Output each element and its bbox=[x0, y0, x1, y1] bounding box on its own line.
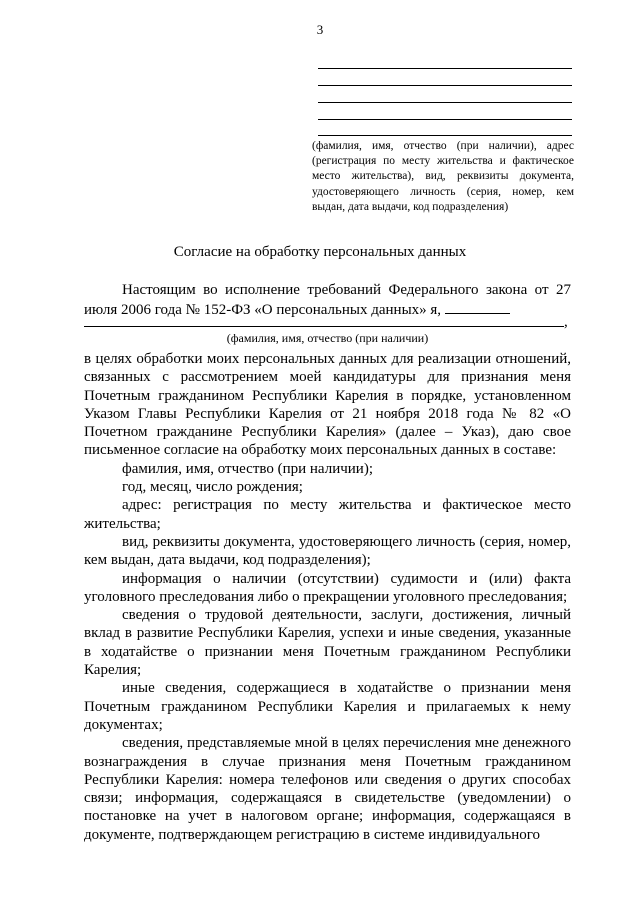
name-blank bbox=[445, 301, 510, 314]
address-blank-line bbox=[318, 119, 572, 120]
address-blank-line bbox=[318, 85, 572, 86]
consent-body bbox=[84, 350, 571, 844]
fio-blank-line bbox=[84, 326, 564, 327]
purpose-paragraph: в целях обработки моих персональных данных для реализации отношений, связанных с рассмотрением моей кандидатуры для признания меня Почетным гражданином Республики Карелия в порядке, установленном Указом Главы Республики Карелия от 21 ноября 2018 года № 82 «О Почетном гражданине Республики Карелия» (далее – Указ), даю свое письменное согласие на обработку моих персональных данных в составе: bbox=[84, 351, 571, 459]
list-item: адрес: регистрация по месту жительства и фактическое место жительства; bbox=[84, 497, 571, 532]
page-number: 3 bbox=[316, 22, 324, 37]
list-item: вид, реквизиты документа, удостоверяющего личность (серия, номер, кем выдан, дата выдачи, код подразделения); bbox=[84, 533, 571, 569]
intro-text: Настоящим во исполнение требований Федерального закона от 27 июля 2006 года № 152-ФЗ «О персональных данных» я, bbox=[84, 282, 571, 318]
address-blank-line bbox=[318, 102, 572, 103]
address-blank-line bbox=[318, 135, 572, 136]
list-item: год, месяц, число рождения; bbox=[122, 479, 303, 496]
fio-hint: (фамилия, имя, отчество (при наличии) bbox=[226, 331, 429, 345]
fio-comma: , bbox=[564, 314, 568, 330]
document-title: Согласие на обработку персональных данных bbox=[173, 244, 467, 260]
address-blank-line bbox=[318, 68, 572, 69]
list-item: фамилия, имя, отчество (при наличии); bbox=[122, 460, 373, 477]
list-item: информация о наличии (отсутствии) судимости и (или) факта уголовного преследования либо о прекращении уголовного преследования; bbox=[84, 570, 571, 605]
address-hint: (фамилия, имя, отчество (при наличии), адрес (регистрация по месту жительства и фактическое место жительства), вид, реквизиты документа, удостоверяющего личность (серия, номер, кем выдан, дата выдачи, код подразделения) bbox=[312, 140, 574, 213]
list-item: сведения о трудовой деятельности, заслуги, достижения, личный вклад в развитие Республики Карелия, успехи и иные сведения, указанные в ходатайстве о признании меня Почетным гражданином Республики Карелия; bbox=[84, 607, 571, 679]
intro-paragraph bbox=[84, 280, 571, 320]
list-item: сведения, представляемые мной в целях перечисления мне денежного вознаграждения в случае признания меня Почетным гражданином Республики Карелия: номера телефонов или сведения о других способах связи; информация, содержащаяся в свидетельстве (уведомлении) о постановке на учет в налоговом органе; информация, содержащаяся в документе, подтверждающем регистрацию в системе индивидуального bbox=[84, 735, 571, 843]
list-item: иные сведения, содержащиеся в ходатайстве о признании меня Почетным гражданином Республики Карелия и прилагаемых к нему документах; bbox=[84, 680, 571, 733]
